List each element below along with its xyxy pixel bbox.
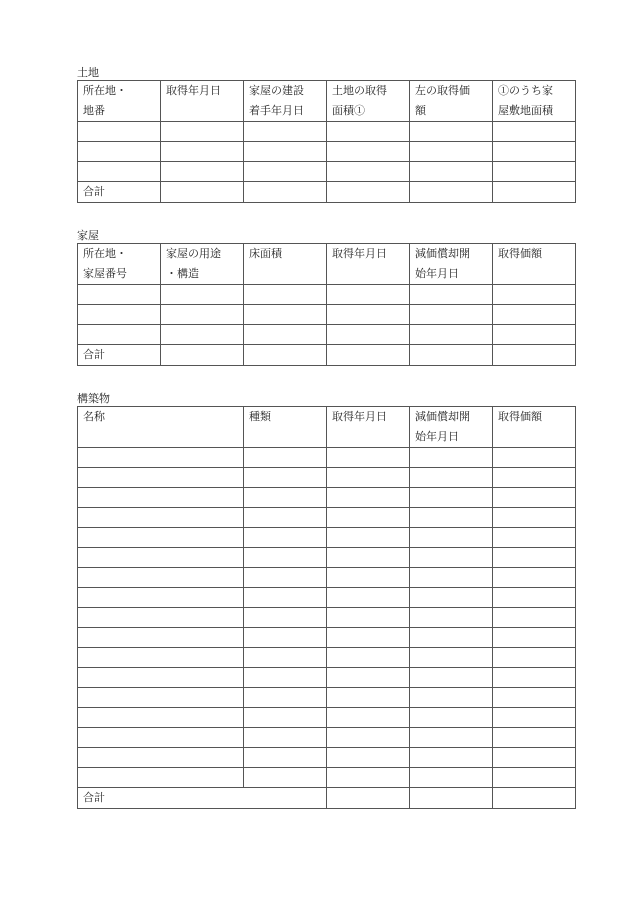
house-header-cell: 減価償却開 始年月日 bbox=[410, 244, 493, 285]
input-cell[interactable] bbox=[493, 468, 576, 488]
input-cell[interactable] bbox=[410, 648, 493, 668]
land-header-cell: 取得年月日 bbox=[161, 81, 244, 122]
input-cell[interactable] bbox=[244, 588, 327, 608]
input-cell[interactable] bbox=[410, 748, 493, 768]
input-cell[interactable] bbox=[78, 305, 161, 325]
input-cell[interactable] bbox=[78, 122, 161, 142]
land-header-row bbox=[78, 81, 576, 122]
input-cell[interactable] bbox=[493, 748, 576, 768]
input-cell[interactable] bbox=[493, 448, 576, 468]
input-cell[interactable] bbox=[327, 588, 410, 608]
input-cell[interactable] bbox=[244, 728, 327, 748]
land-total-label: 合計 bbox=[78, 182, 161, 203]
input-cell[interactable] bbox=[78, 162, 161, 182]
input-cell[interactable] bbox=[410, 305, 493, 325]
input-cell[interactable] bbox=[327, 122, 410, 142]
input-cell[interactable] bbox=[161, 325, 244, 345]
house-header-cell: 家屋の用途 ・構造 bbox=[161, 244, 244, 285]
input-cell[interactable] bbox=[78, 728, 244, 748]
input-cell[interactable] bbox=[493, 122, 576, 142]
structure-table bbox=[77, 406, 576, 809]
structure-row bbox=[78, 628, 576, 648]
input-cell[interactable] bbox=[244, 325, 327, 345]
input-cell[interactable] bbox=[78, 448, 244, 468]
input-cell[interactable] bbox=[493, 285, 576, 305]
input-cell[interactable] bbox=[327, 345, 410, 366]
structure-header-cell: 種類 bbox=[244, 407, 327, 448]
input-cell[interactable] bbox=[493, 142, 576, 162]
input-cell[interactable] bbox=[327, 768, 410, 788]
house-header-cell: 所在地・ 家屋番号 bbox=[78, 244, 161, 285]
house-header-cell: 床面積 bbox=[244, 244, 327, 285]
input-cell[interactable] bbox=[244, 688, 327, 708]
structure-row bbox=[78, 488, 576, 508]
input-cell[interactable] bbox=[78, 588, 244, 608]
structure-title: 構築物 bbox=[77, 392, 110, 405]
input-cell[interactable] bbox=[410, 688, 493, 708]
input-cell[interactable] bbox=[327, 788, 410, 809]
input-cell[interactable] bbox=[327, 748, 410, 768]
land-table bbox=[77, 80, 576, 203]
land-header-cell: 家屋の建設 着手年月日 bbox=[244, 81, 327, 122]
input-cell[interactable] bbox=[493, 548, 576, 568]
land-header-cell: 所在地・ 地番 bbox=[78, 81, 161, 122]
input-cell[interactable] bbox=[244, 142, 327, 162]
input-cell[interactable] bbox=[327, 305, 410, 325]
land-total-row bbox=[78, 182, 576, 203]
input-cell[interactable] bbox=[327, 448, 410, 468]
input-cell[interactable] bbox=[327, 325, 410, 345]
input-cell[interactable] bbox=[327, 728, 410, 748]
input-cell[interactable] bbox=[244, 708, 327, 728]
input-cell[interactable] bbox=[410, 528, 493, 548]
input-cell[interactable] bbox=[78, 285, 161, 305]
input-cell[interactable] bbox=[410, 608, 493, 628]
input-cell[interactable] bbox=[244, 162, 327, 182]
input-cell[interactable] bbox=[493, 182, 576, 203]
input-cell[interactable] bbox=[410, 628, 493, 648]
input-cell[interactable] bbox=[493, 345, 576, 366]
input-cell[interactable] bbox=[244, 182, 327, 203]
input-cell[interactable] bbox=[493, 568, 576, 588]
input-cell[interactable] bbox=[327, 708, 410, 728]
input-cell[interactable] bbox=[244, 305, 327, 325]
input-cell[interactable] bbox=[493, 488, 576, 508]
input-cell[interactable] bbox=[78, 648, 244, 668]
structure-header-cell: 取得年月日 bbox=[327, 407, 410, 448]
input-cell[interactable] bbox=[244, 488, 327, 508]
input-cell[interactable] bbox=[410, 142, 493, 162]
house-title: 家屋 bbox=[77, 229, 99, 242]
input-cell[interactable] bbox=[493, 162, 576, 182]
structure-row bbox=[78, 548, 576, 568]
input-cell[interactable] bbox=[327, 182, 410, 203]
structure-row bbox=[78, 608, 576, 628]
input-cell[interactable] bbox=[410, 285, 493, 305]
input-cell[interactable] bbox=[244, 568, 327, 588]
input-cell[interactable] bbox=[244, 345, 327, 366]
input-cell[interactable] bbox=[327, 648, 410, 668]
input-cell[interactable] bbox=[410, 548, 493, 568]
structure-row bbox=[78, 668, 576, 688]
input-cell[interactable] bbox=[244, 528, 327, 548]
house-header-cell: 取得年月日 bbox=[327, 244, 410, 285]
house-header-row bbox=[78, 244, 576, 285]
input-cell[interactable] bbox=[410, 728, 493, 748]
land-title: 土地 bbox=[77, 66, 99, 79]
input-cell[interactable] bbox=[327, 468, 410, 488]
input-cell[interactable] bbox=[410, 788, 493, 809]
structure-row bbox=[78, 768, 576, 788]
input-cell[interactable] bbox=[410, 468, 493, 488]
input-cell[interactable] bbox=[493, 608, 576, 628]
house-section bbox=[77, 229, 575, 366]
structure-row bbox=[78, 528, 576, 548]
input-cell[interactable] bbox=[244, 448, 327, 468]
input-cell[interactable] bbox=[78, 708, 244, 728]
input-cell[interactable] bbox=[161, 305, 244, 325]
input-cell[interactable] bbox=[493, 305, 576, 325]
input-cell[interactable] bbox=[493, 325, 576, 345]
input-cell[interactable] bbox=[410, 325, 493, 345]
input-cell[interactable] bbox=[244, 668, 327, 688]
house-header-cell: 取得価額 bbox=[493, 244, 576, 285]
input-cell[interactable] bbox=[493, 668, 576, 688]
structure-row bbox=[78, 688, 576, 708]
land-header-cell: ①のうち家 屋敷地面積 bbox=[493, 81, 576, 122]
input-cell[interactable] bbox=[78, 568, 244, 588]
input-cell[interactable] bbox=[327, 162, 410, 182]
input-cell[interactable] bbox=[78, 688, 244, 708]
input-cell[interactable] bbox=[161, 162, 244, 182]
house-row bbox=[78, 305, 576, 325]
structure-total-label: 合計 bbox=[78, 788, 327, 809]
input-cell[interactable] bbox=[78, 748, 244, 768]
input-cell[interactable] bbox=[161, 142, 244, 162]
land-header-cell: 左の取得価 額 bbox=[410, 81, 493, 122]
input-cell[interactable] bbox=[327, 668, 410, 688]
input-cell[interactable] bbox=[493, 728, 576, 748]
structure-row bbox=[78, 468, 576, 488]
input-cell[interactable] bbox=[244, 508, 327, 528]
input-cell[interactable] bbox=[244, 122, 327, 142]
structure-section bbox=[77, 392, 575, 809]
structure-row bbox=[78, 728, 576, 748]
structure-row bbox=[78, 508, 576, 528]
input-cell[interactable] bbox=[78, 468, 244, 488]
house-row bbox=[78, 325, 576, 345]
input-cell[interactable] bbox=[78, 668, 244, 688]
input-cell[interactable] bbox=[78, 142, 161, 162]
structure-row bbox=[78, 588, 576, 608]
structure-row bbox=[78, 568, 576, 588]
input-cell[interactable] bbox=[244, 768, 327, 788]
input-cell[interactable] bbox=[410, 768, 493, 788]
input-cell[interactable] bbox=[410, 508, 493, 528]
input-cell[interactable] bbox=[410, 448, 493, 468]
structure-header-cell: 名称 bbox=[78, 407, 244, 448]
house-row bbox=[78, 285, 576, 305]
house-total-label: 合計 bbox=[78, 345, 161, 366]
input-cell[interactable] bbox=[244, 608, 327, 628]
input-cell[interactable] bbox=[327, 548, 410, 568]
input-cell[interactable] bbox=[161, 345, 244, 366]
input-cell[interactable] bbox=[244, 548, 327, 568]
land-row bbox=[78, 122, 576, 142]
input-cell[interactable] bbox=[493, 768, 576, 788]
input-cell[interactable] bbox=[327, 285, 410, 305]
input-cell[interactable] bbox=[410, 182, 493, 203]
input-cell[interactable] bbox=[493, 788, 576, 809]
input-cell[interactable] bbox=[327, 488, 410, 508]
input-cell[interactable] bbox=[410, 162, 493, 182]
input-cell[interactable] bbox=[78, 768, 244, 788]
input-cell[interactable] bbox=[493, 588, 576, 608]
input-cell[interactable] bbox=[327, 628, 410, 648]
input-cell[interactable] bbox=[161, 285, 244, 305]
input-cell[interactable] bbox=[244, 285, 327, 305]
land-section bbox=[77, 66, 575, 203]
structure-body bbox=[78, 448, 576, 788]
input-cell[interactable] bbox=[493, 528, 576, 548]
input-cell[interactable] bbox=[78, 608, 244, 628]
input-cell[interactable] bbox=[410, 708, 493, 728]
input-cell[interactable] bbox=[493, 708, 576, 728]
structure-total-row bbox=[78, 788, 576, 809]
input-cell[interactable] bbox=[78, 325, 161, 345]
house-total-row bbox=[78, 345, 576, 366]
land-row bbox=[78, 142, 576, 162]
input-cell[interactable] bbox=[244, 748, 327, 768]
input-cell[interactable] bbox=[78, 508, 244, 528]
input-cell[interactable] bbox=[327, 142, 410, 162]
structure-row bbox=[78, 708, 576, 728]
structure-header-row bbox=[78, 407, 576, 448]
input-cell[interactable] bbox=[78, 628, 244, 648]
input-cell[interactable] bbox=[78, 488, 244, 508]
input-cell[interactable] bbox=[410, 588, 493, 608]
input-cell[interactable] bbox=[327, 508, 410, 528]
input-cell[interactable] bbox=[410, 668, 493, 688]
land-row bbox=[78, 162, 576, 182]
input-cell[interactable] bbox=[410, 122, 493, 142]
land-header-cell: 土地の取得 面積① bbox=[327, 81, 410, 122]
input-cell[interactable] bbox=[78, 528, 244, 548]
structure-header-cell: 取得価額 bbox=[493, 407, 576, 448]
structure-header-cell: 減価償却開 始年月日 bbox=[410, 407, 493, 448]
input-cell[interactable] bbox=[410, 345, 493, 366]
input-cell[interactable] bbox=[493, 648, 576, 668]
input-cell[interactable] bbox=[161, 182, 244, 203]
structure-row bbox=[78, 748, 576, 768]
input-cell[interactable] bbox=[244, 468, 327, 488]
input-cell[interactable] bbox=[78, 548, 244, 568]
input-cell[interactable] bbox=[493, 688, 576, 708]
input-cell[interactable] bbox=[493, 628, 576, 648]
structure-row bbox=[78, 448, 576, 468]
structure-row bbox=[78, 648, 576, 668]
input-cell[interactable] bbox=[327, 688, 410, 708]
input-cell[interactable] bbox=[410, 568, 493, 588]
input-cell[interactable] bbox=[161, 122, 244, 142]
input-cell[interactable] bbox=[327, 568, 410, 588]
house-table bbox=[77, 243, 576, 366]
input-cell[interactable] bbox=[327, 528, 410, 548]
input-cell[interactable] bbox=[244, 648, 327, 668]
input-cell[interactable] bbox=[244, 628, 327, 648]
input-cell[interactable] bbox=[410, 488, 493, 508]
input-cell[interactable] bbox=[493, 508, 576, 528]
input-cell[interactable] bbox=[327, 608, 410, 628]
